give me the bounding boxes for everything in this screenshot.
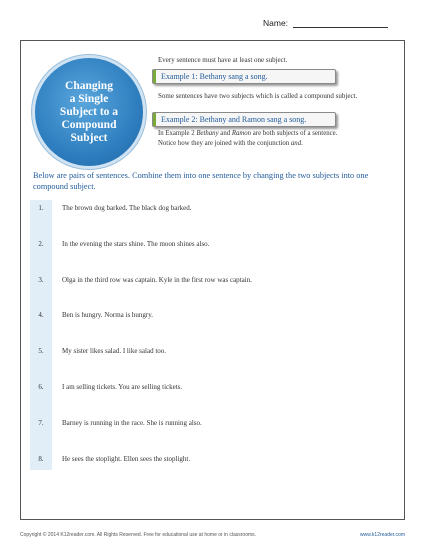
- item-number: 3.: [38, 276, 44, 284]
- note-and: and: [218, 130, 232, 137]
- title-line-3: Subject to a: [59, 105, 119, 118]
- title-line-4: Compound: [61, 118, 117, 131]
- note-ramon: Ramon: [231, 130, 252, 137]
- item-number: 1.: [38, 204, 44, 212]
- item-text: Olga in the third row was captain. Kyle in the first row was captain.: [62, 276, 252, 284]
- item-number: 6.: [38, 383, 44, 391]
- item-text: My sister likes salad. I like salad too.: [62, 347, 167, 355]
- item-number: 8.: [38, 455, 44, 463]
- example-2-text: Example 2: Bethany and Ramon sang a song.: [161, 115, 307, 124]
- title-line-2: a Single: [69, 92, 109, 105]
- exercise-item[interactable]: [30, 343, 395, 359]
- name-line[interactable]: [293, 27, 388, 28]
- name-row: [263, 18, 388, 32]
- item-text: The brown dog barked. The black dog barked.: [62, 204, 192, 212]
- compound-subject-definition: Some sentences have two subjects which is called a compound subject.: [158, 92, 358, 100]
- title-line-1: Changing: [65, 79, 113, 92]
- instructions: Below are pairs of sentences. Combine them into one sentence by changing the two subjects into one compound subject.: [33, 171, 369, 191]
- note-period: .: [301, 140, 303, 147]
- exercise-item[interactable]: [30, 415, 395, 431]
- note-part-3: Notice how they are joined with the conjunction: [158, 140, 291, 147]
- intro-text: Every sentence must have at least one subject.: [158, 56, 288, 64]
- note-and-word: and: [290, 140, 302, 147]
- exercise-item[interactable]: [30, 236, 395, 252]
- site-link[interactable]: www.k12reader.com: [359, 532, 405, 538]
- item-number: 2.: [38, 240, 44, 248]
- item-text: Barney is running in the race. She is running also.: [62, 419, 202, 427]
- exercise-item[interactable]: [30, 307, 395, 323]
- name-label: Name:: [263, 18, 289, 28]
- item-text: I am selling tickets. You are selling tickets.: [62, 383, 183, 391]
- exercise-item[interactable]: [30, 379, 395, 395]
- copyright-text: Copyright © 2014 K12reader.com. All Rights Reserved. Free for educational use at home or in classrooms.: [20, 532, 257, 538]
- exercise-list: [30, 200, 395, 470]
- note-part-2: are both subjects of a sentence.: [251, 130, 338, 137]
- note-bethany: Bethany: [196, 130, 219, 137]
- worksheet-title: [38, 64, 140, 160]
- example-1-text: Example 1: Bethany sang a song.: [161, 72, 268, 81]
- exercise-item[interactable]: [30, 200, 395, 216]
- item-number: 7.: [38, 419, 44, 427]
- example-explanation: [158, 129, 393, 149]
- example-1-box: [152, 69, 336, 84]
- exercise-item[interactable]: [30, 451, 395, 467]
- example-1-stripe: [153, 70, 156, 83]
- example-2-stripe: [153, 113, 156, 126]
- note-part-1: In Example 2: [158, 130, 197, 137]
- item-text: In the evening the stars shine. The moon shines also.: [62, 240, 210, 248]
- item-text: He sees the stoplight. Ellen sees the stoplight.: [62, 455, 191, 463]
- item-number: 5.: [38, 347, 44, 355]
- item-number: 4.: [38, 311, 44, 319]
- exercise-item[interactable]: [30, 272, 395, 288]
- example-2-box: [152, 112, 336, 127]
- title-line-5: Subject: [70, 131, 108, 144]
- item-text: Ben is hungry. Norma is hungry.: [62, 311, 154, 319]
